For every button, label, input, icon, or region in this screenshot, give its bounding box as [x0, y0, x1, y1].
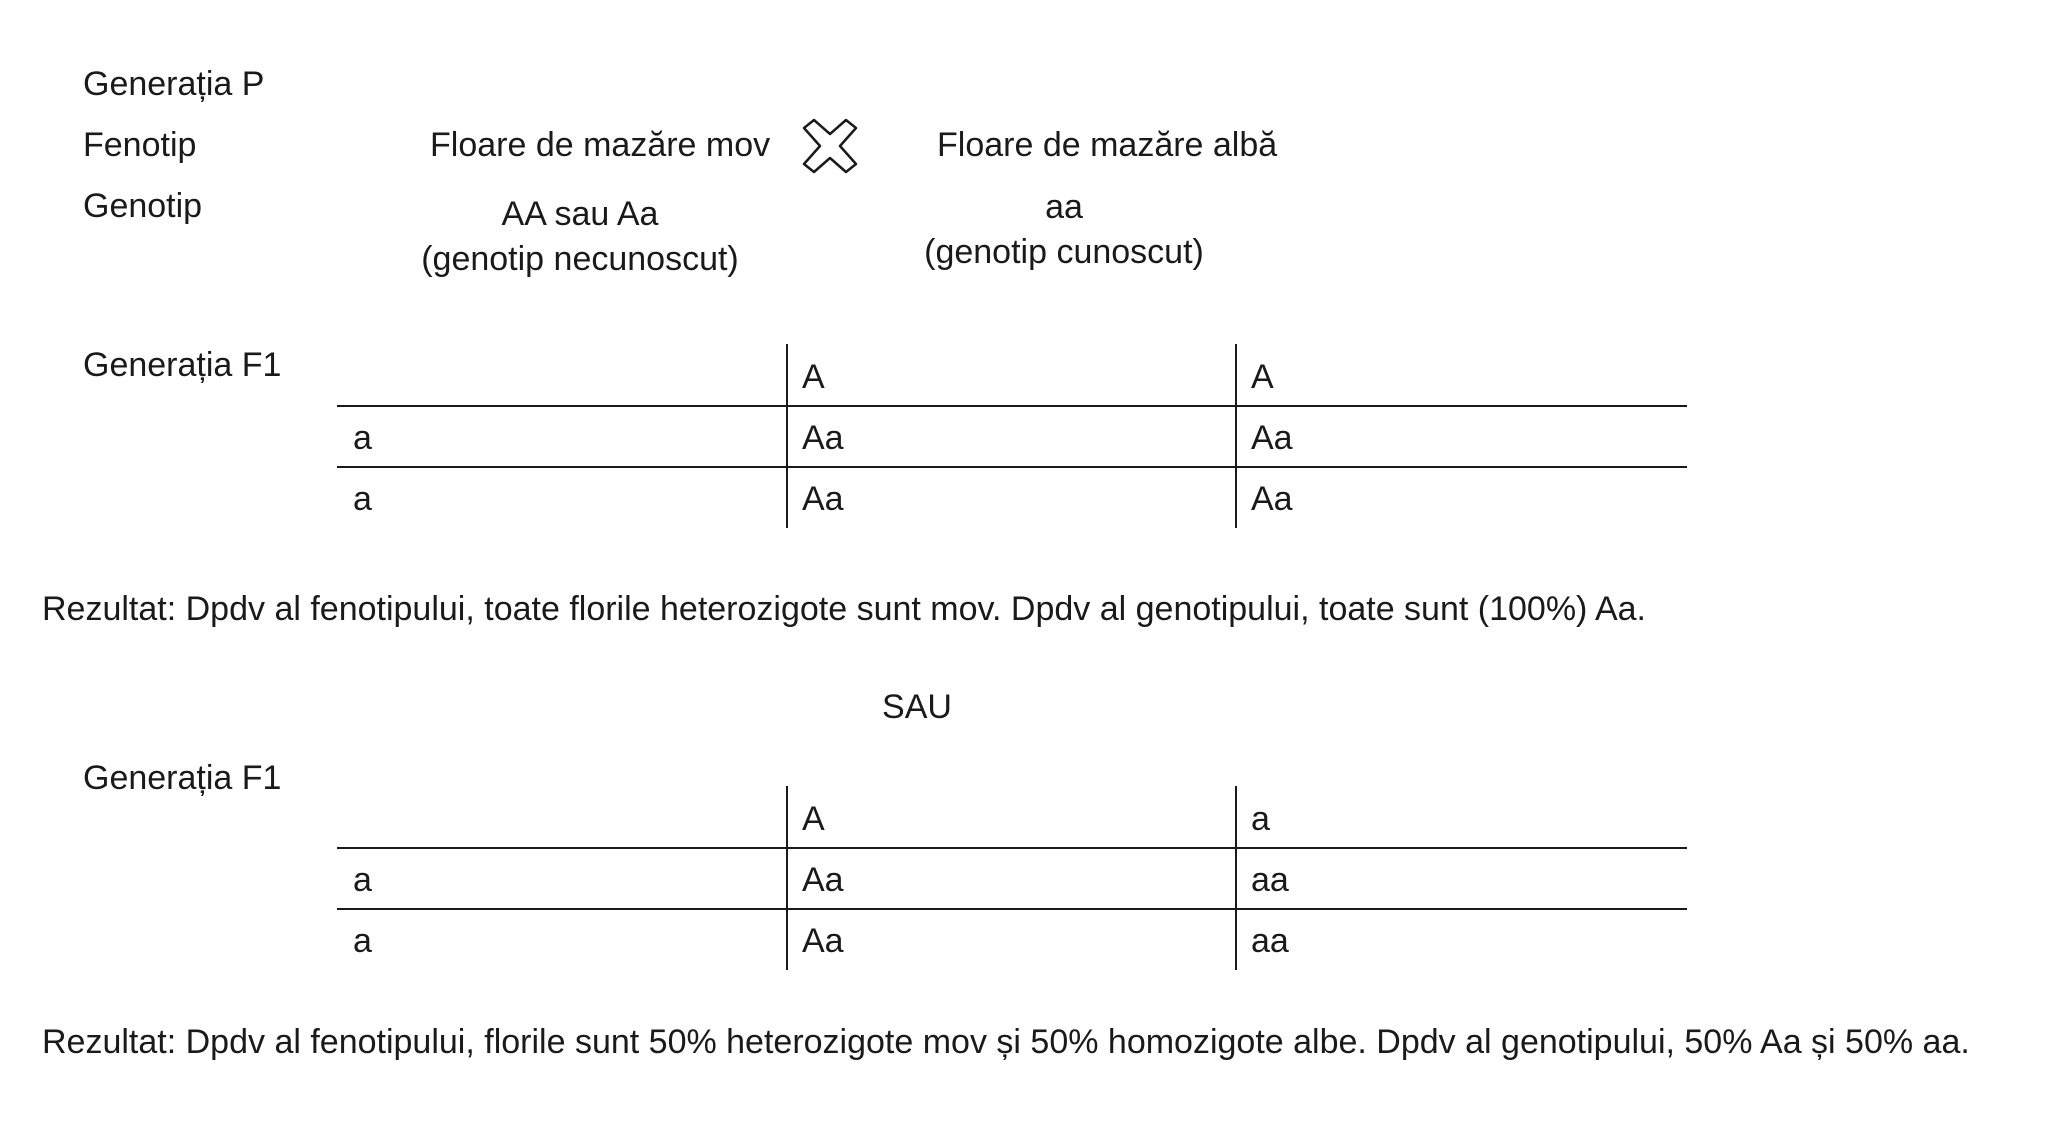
punnett-square-2: [337, 786, 1687, 970]
left-genotype: AA sau Aa: [501, 195, 659, 233]
punnett-cell: Aa: [802, 419, 844, 457]
separator-label: SAU: [882, 688, 952, 726]
right-genotype-note: (genotip cunoscut): [924, 233, 1204, 271]
generation-p-label: Generația P: [83, 65, 265, 103]
row-header: a: [353, 419, 372, 457]
result-text-2: Rezultat: Dpdv al fenotipului, florile sunt 50% heterozigote mov și 50% homozigote albe. Dpdv al genotipului, 50% Aa și 50% aa.: [42, 1023, 1970, 1061]
right-phenotype: Floare de mazăre albă: [937, 126, 1278, 164]
left-phenotype: Floare de mazăre mov: [430, 126, 771, 164]
phenotype-label: Fenotip: [83, 126, 197, 164]
generation-f1-label-2: Generația F1: [83, 759, 282, 797]
punnett-cell: aa: [1251, 922, 1289, 960]
genotype-label: Genotip: [83, 187, 203, 225]
cross-icon: [800, 118, 860, 174]
row-header: a: [353, 480, 372, 518]
punnett-square-1: [337, 344, 1687, 528]
result-text-1: Rezultat: Dpdv al fenotipului, toate florile heterozigote sunt mov. Dpdv al genotipului, toate sunt (100%) Aa.: [42, 590, 1646, 628]
col-header: A: [1251, 358, 1274, 396]
punnett-cell: Aa: [1251, 419, 1293, 457]
right-genotype: aa: [1045, 188, 1083, 226]
punnett-cell: Aa: [802, 922, 844, 960]
col-header: A: [802, 358, 825, 396]
col-header: a: [1251, 800, 1270, 838]
row-header: a: [353, 861, 372, 899]
punnett-cell: Aa: [802, 480, 844, 518]
punnett-cell: Aa: [1251, 480, 1293, 518]
col-header: A: [802, 800, 825, 838]
punnett-cell: Aa: [802, 861, 844, 899]
left-genotype-note: (genotip necunoscut): [421, 240, 739, 278]
generation-f1-label: Generația F1: [83, 346, 282, 384]
row-header: a: [353, 922, 372, 960]
punnett-cell: aa: [1251, 861, 1289, 899]
